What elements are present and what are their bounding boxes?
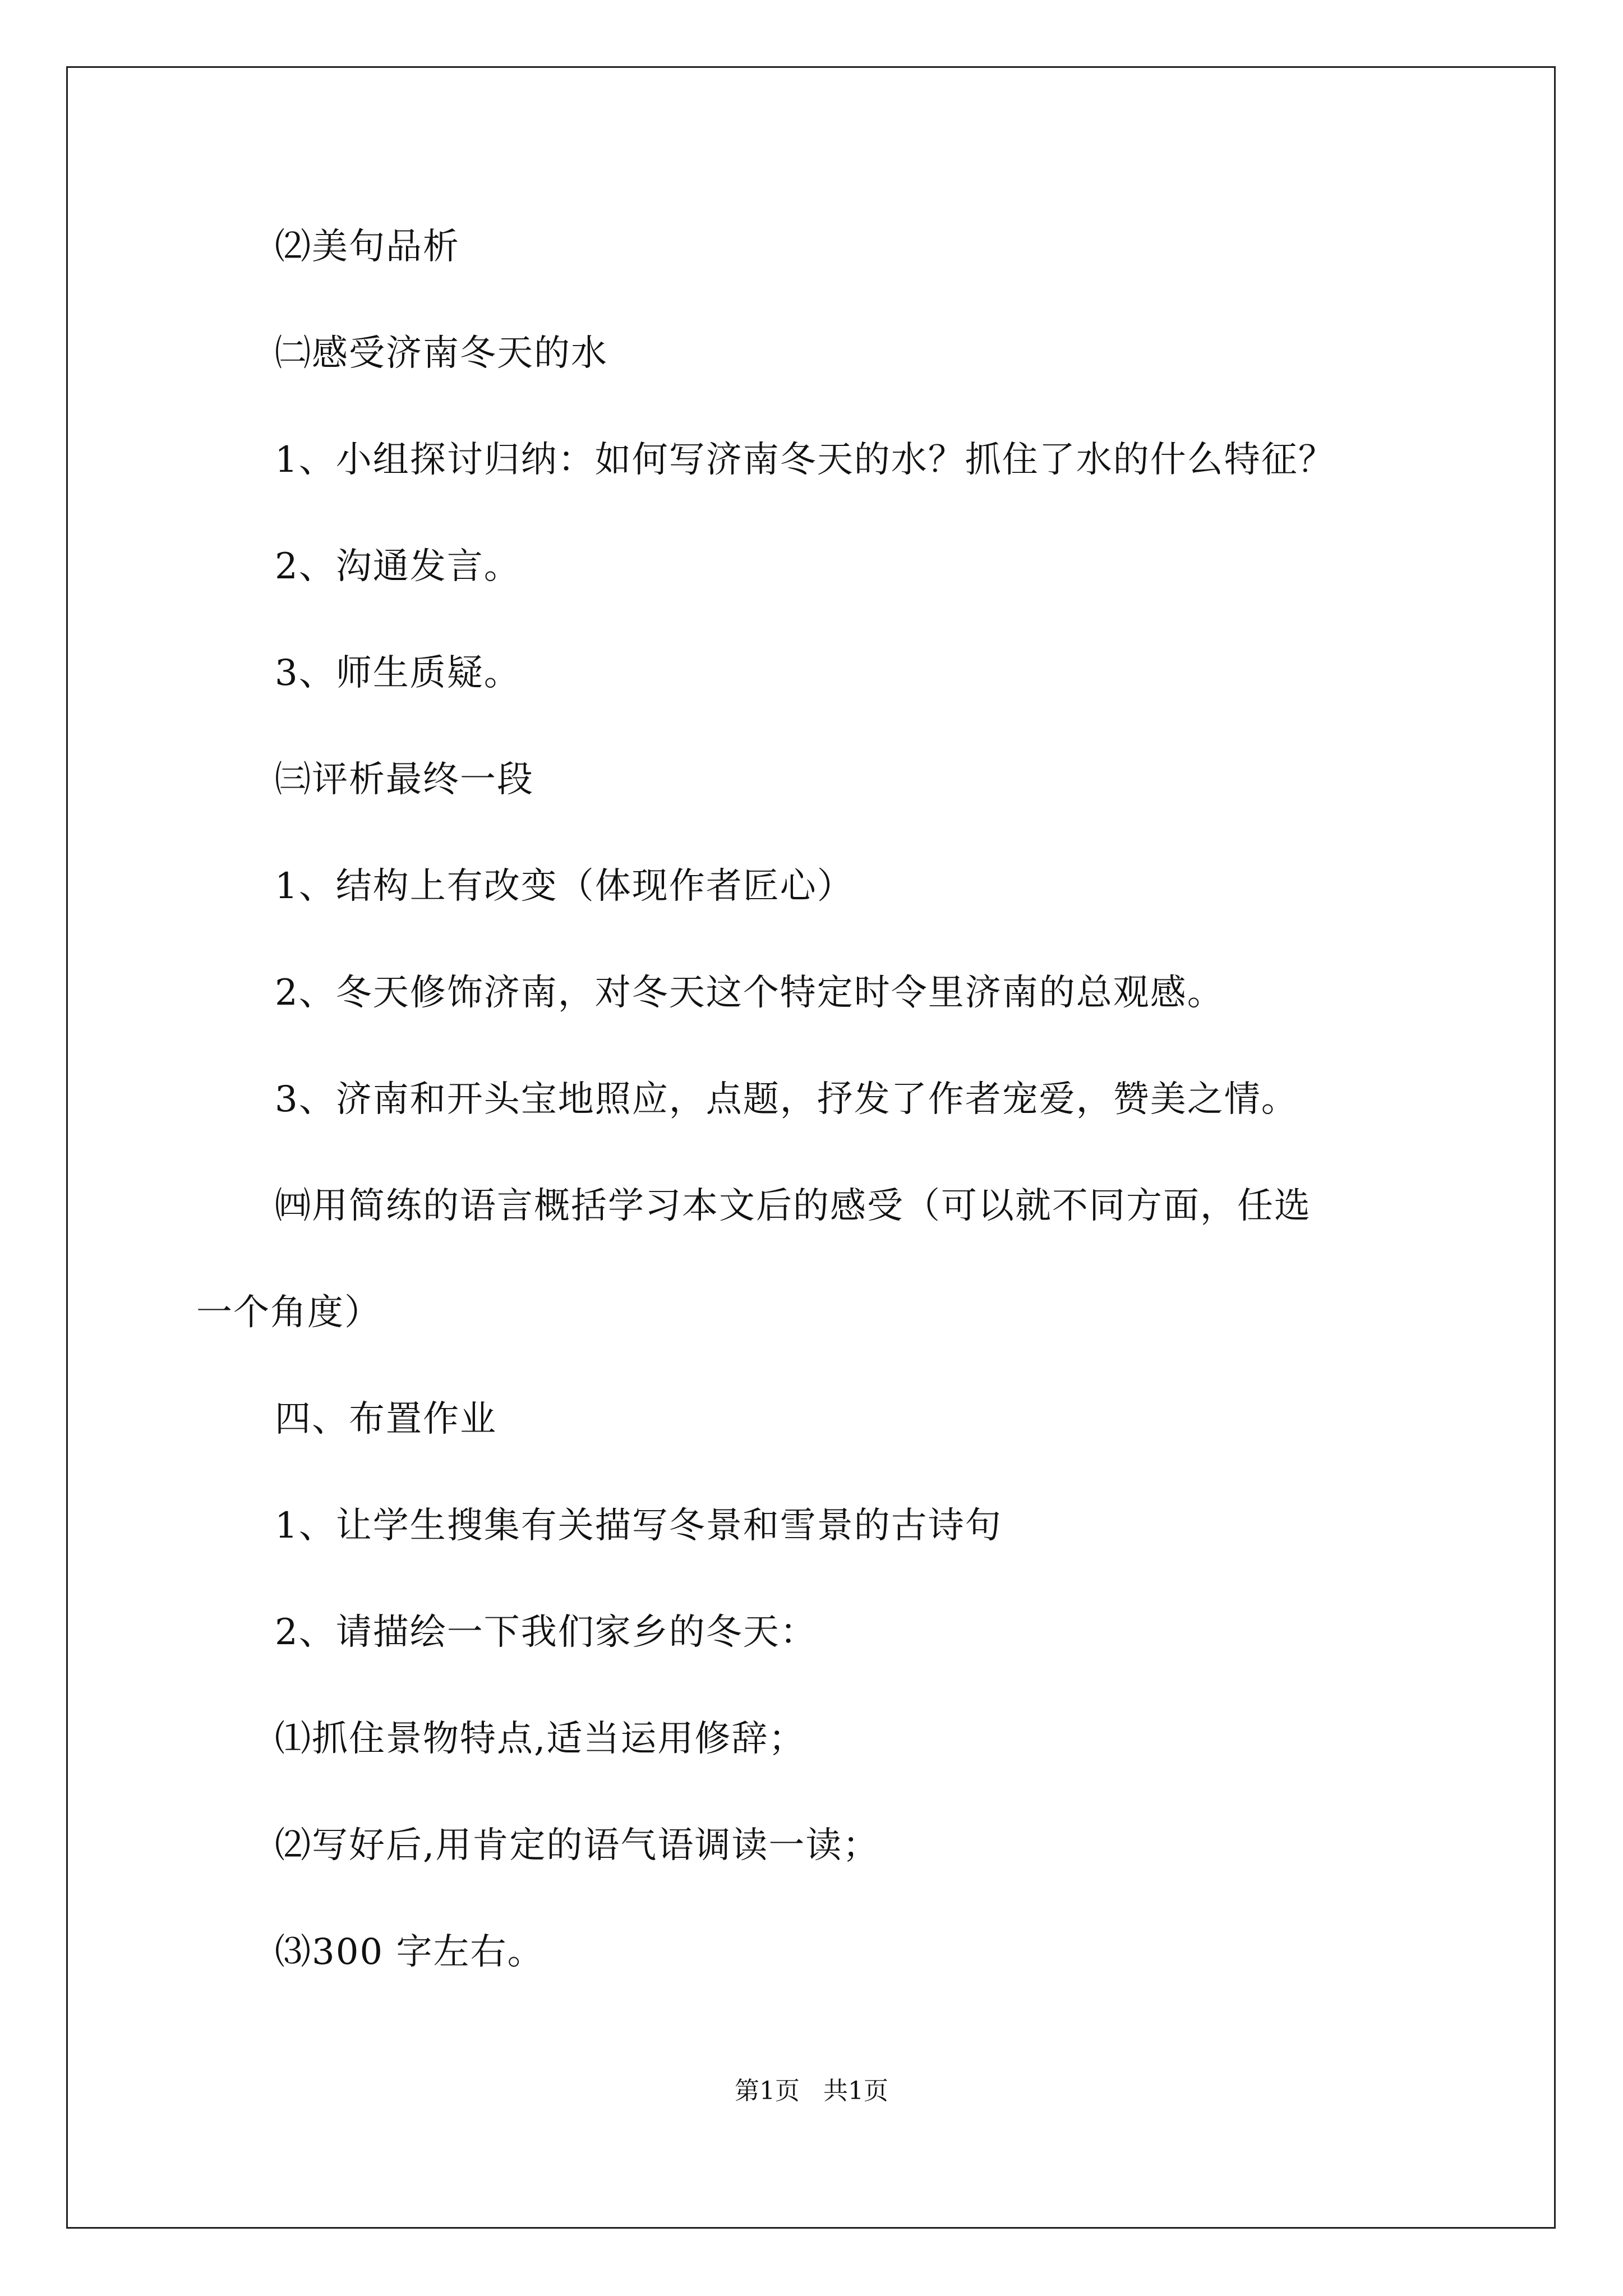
text-line-11: 一个角度） (196, 1292, 381, 1333)
text-line-13: 1、让学生搜集有关描写冬景和雪景的古诗句 (275, 1505, 1002, 1547)
text-line-15: ⑴抓住景物特点,适当运用修辞； (275, 1718, 806, 1760)
text-line-4: 2、沟通发言。 (275, 546, 521, 587)
page-footer: 第1页 共1页 (735, 2077, 888, 2105)
text-line-6: ㈢评析最终一段 (275, 759, 534, 800)
text-line-17: ⑶300 字左右。 (275, 1931, 545, 1973)
page-border (66, 66, 1556, 2229)
text-line-2: ㈡感受济南冬天的水 (275, 333, 608, 374)
text-line-16: ⑵写好后,用肯定的语气语调读一读； (275, 1825, 880, 1866)
text-line-12: 四、布置作业 (275, 1398, 497, 1440)
text-line-5: 3、师生质疑。 (275, 652, 521, 694)
text-line-3: 1、小组探讨归纳：如何写济南冬天的水？抓住了水的什么特征？ (275, 439, 1335, 481)
text-line-9: 3、济南和开头宝地照应，点题，抒发了作者宠爱，赞美之情。 (275, 1079, 1298, 1120)
text-line-14: 2、请描绘一下我们家乡的冬天： (275, 1612, 817, 1653)
text-line-8: 2、冬天修饰济南，对冬天这个特定时令里济南的总观感。 (275, 972, 1224, 1014)
text-line-7: 1、结构上有改变（体现作者匠心） (275, 866, 854, 907)
text-line-10: ㈣用简练的语言概括学习本文后的感受（可以就不同方面，任选 (275, 1185, 1311, 1227)
text-line-1: ⑵美句品析 (275, 226, 460, 268)
